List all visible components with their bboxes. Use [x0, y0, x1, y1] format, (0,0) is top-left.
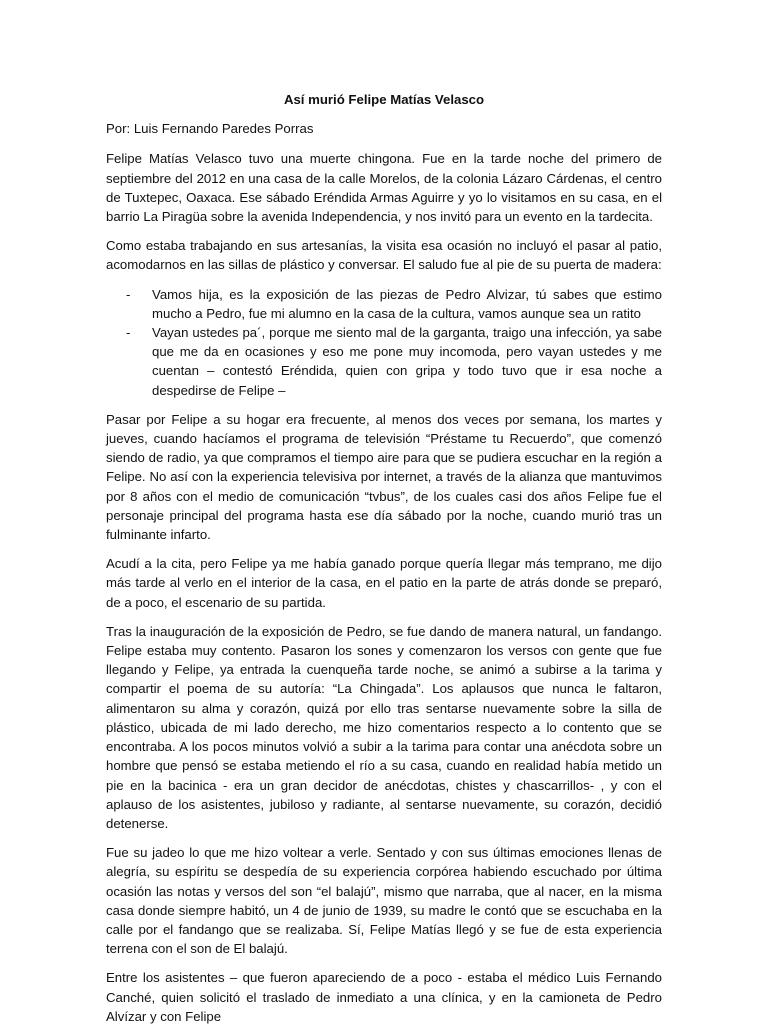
document-title: Así murió Felipe Matías Velasco: [283, 92, 485, 107]
paragraph-2: Como estaba trabajando en sus artesanías, la visita esa ocasión no incluyó el pasar al patio, acomodarnos en las sillas de plástico y conversar. El saludo fue al pie de su puerta de madera:: [106, 238, 662, 273]
dialog-list: [106, 285, 662, 400]
paragraph-7: Entre los asistentes – que fueron apareciendo de a poco - estaba el médico Luis Fernando Canché, quien solicitó el traslado de inmediato a una clínica, y en la camioneta de Pedro Alvízar y con Felipe: [106, 970, 662, 1024]
dialog-text: Vamos hija, es la exposición de las piezas de Pedro Alvizar, tú sabes que estimo mucho a Pedro, fue mi alumno en la casa de la cultura, vamos aunque sea un ratito: [152, 286, 662, 321]
dialog-dash: -: [126, 286, 131, 302]
dialog-text: Vayan ustedes pa´, porque me siento mal de la garganta, traigo una infección, ya sabe que me da en ocasiones y eso me pone muy incomoda, pero vayan ustedes y me cuentan – contestó Eréndida, quien con gripa y todo tuvo que ir esa noche a despedirse de Felipe –: [152, 325, 662, 398]
paragraph-6: Fue su jadeo lo que me hizo voltear a verle. Sentado y con sus últimas emociones llenas de alegría, su espíritu se despedía de su experiencia corpórea habiendo escuchado por última ocasión las notas y versos del son “el balajú”, mismo que narraba, que al nacer, en la misma casa donde siempre habitó, un 4 de junio de 1939, su madre le contó que se escuchaba en la calle por el fandango que se realizaba. Sí, Felipe Matías llegó y se fue de esta experiencia terrena con el son de El balajú.: [106, 845, 662, 957]
paragraph-1: Felipe Matías Velasco tuvo una muerte chingona. Fue en la tarde noche del primero de septiembre del 2012 en una casa de la calle Morelos, de la colonia Lázaro Cárdenas, el centro de Tuxtepec, Oaxaca. Ese sábado Eréndida Armas Aguirre y yo lo visitamos en su casa, en el barrio La Piragüa sobre la avenida Independencia, y nos invitó para un evento en la tardecita.: [106, 151, 662, 225]
paragraph-5: Tras la inauguración de la exposición de Pedro, se fue dando de manera natural, un fandango. Felipe estaba muy contento. Pasaron los sones y comenzaron los versos con gente que fue llegando y Felipe, ya entrada la cuenqueña tarde noche, se animó a subirse a la tarima y compartir el poema de su autoría: “La Chingada”. Los aplausos que nunca le faltaron, alimentaron su alma y corazón, quizá por ello tras sentarse nuevamente sobre la silla de plástico, ubicada de mi lado derecho, me hizo comentarios respecto a lo contento que se encontraba. A los pocos minutos volvió a subir a la tarima para contar una anécdota sobre un hombre que pensó se estaba metiendo el río a su casa, cuando en realidad había metido un pie en la bacinica - era un gran decidor de anécdotas, chistes y chascarrillos- , y con el aplauso de los asistentes, jubiloso y radiante, al sentarse nuevamente, su corazón, decidió detenerse.: [106, 623, 662, 831]
paragraph-3: Pasar por Felipe a su hogar era frecuente, al menos dos veces por semana, los martes y jueves, cuando hacíamos el programa de televisión “Préstame tu Recuerdo”, que comenzó siendo de radio, ya que compramos el tiempo aire para que se pudiera escuchar en la región a Felipe. No así con la experiencia televisiva por internet, a través de la alianza que mantuvimos por 8 años con el medio de comunicación “tvbus”, de los cuales casi dos años Felipe fue el personaje principal del programa hasta ese día sábado por la noche, cuando murió tras un fulminante infarto.: [106, 411, 662, 543]
byline: Por: Luis Fernando Paredes Porras: [106, 121, 314, 137]
dialog-item: [126, 323, 662, 400]
dialog-dash: -: [126, 325, 131, 341]
dialog-item: [126, 285, 662, 323]
paragraph-4: Acudí a la cita, pero Felipe ya me había ganado porque quería llegar más temprano, me dijo más tarde al verlo en el interior de la casa, en el patio en la parte de atrás donde se preparó, de a poco, el escenario de su partida.: [106, 556, 662, 610]
